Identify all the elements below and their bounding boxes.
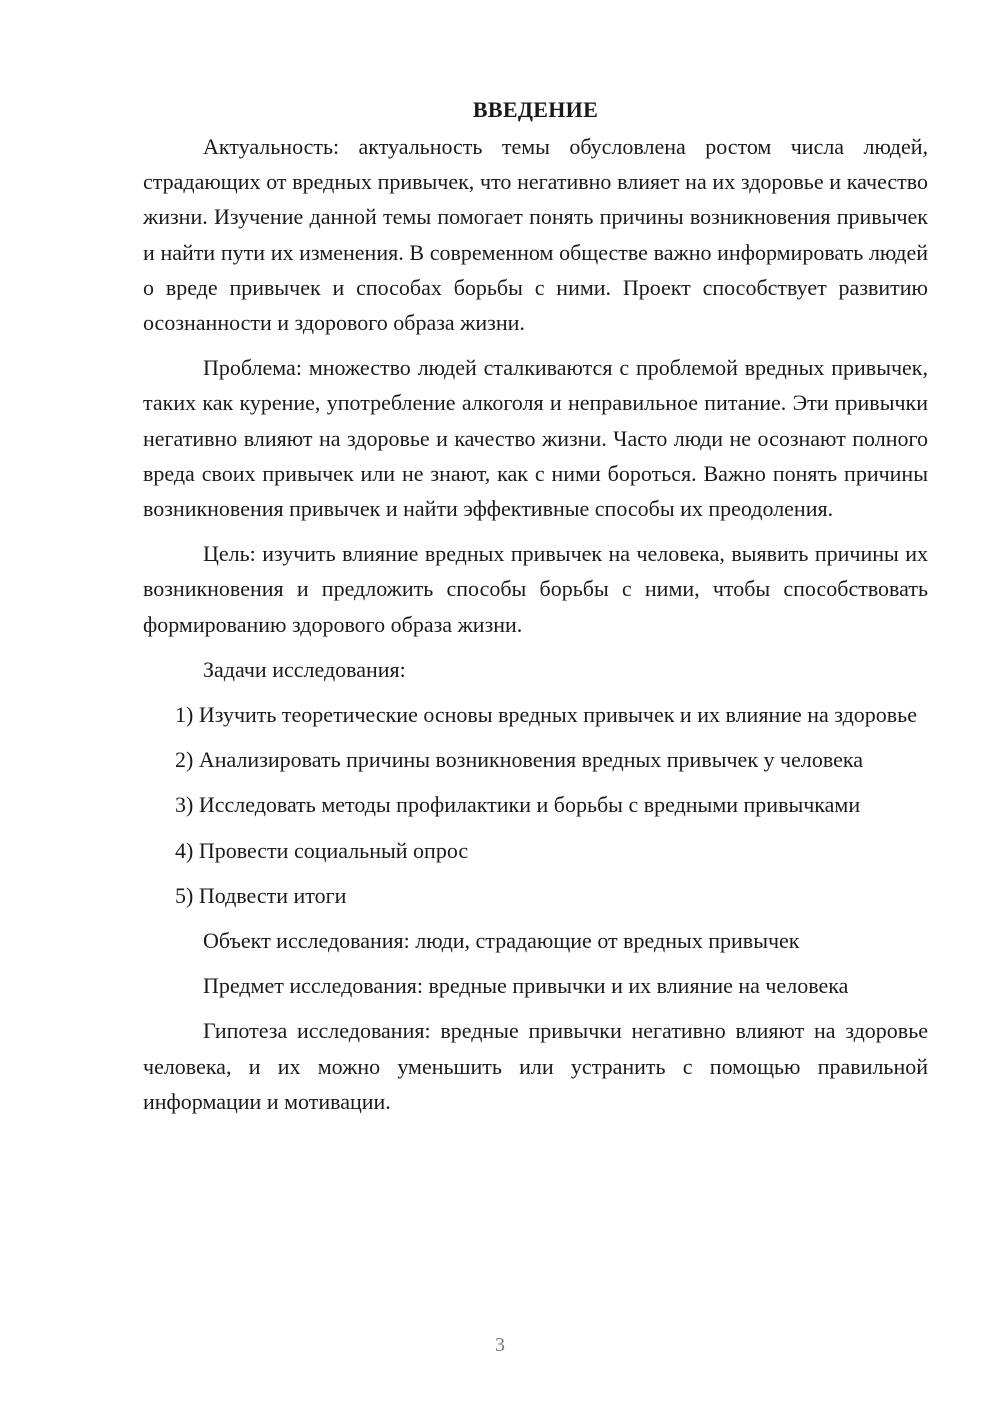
task-item-1: 1) Изучить теоретические основы вредных привычек и их влияние на здоровье: [175, 702, 917, 728]
page-number: 3: [495, 1334, 505, 1356]
task-item-4: 4) Провести социальный опрос: [175, 837, 469, 863]
tasks-list: [143, 697, 928, 913]
task-item-3: 3) Исследовать методы профилактики и борьбы с вредными привычками: [175, 792, 861, 818]
task-item-2: 2) Анализировать причины возникновения вредных привычек у человека: [175, 747, 863, 773]
tasks-heading: Задачи исследования:: [203, 656, 406, 682]
subject-paragraph: Предмет исследования: вредные привычки и их влияние на человека: [203, 973, 849, 999]
task-item-5: 5) Подвести итоги: [175, 882, 347, 908]
document-page: [143, 90, 928, 1414]
problem-paragraph: Проблема: множество людей сталкиваются с проблемой вредных привычек, таких как курение, употребление алкоголя и неправильное питание. Эти привычки негативно влияют на здоровье и качество жизни. Часто люди не осознают полного вреда своих привычек или не знают, как с ними бороться. Важно понять причины возникновения привычек и найти эффективные способы их преодоления.: [143, 355, 928, 522]
object-paragraph: Объект исследования: люди, страдающие от вредных привычек: [203, 928, 800, 954]
goal-paragraph: Цель: изучить влияние вредных привычек на человека, выявить причины их возникновения и предложить способы борьбы с ними, чтобы способствовать формированию здорового образа жизни.: [143, 541, 928, 637]
hypothesis-paragraph: Гипотеза исследования: вредные привычки негативно влияют на здоровье человека, и их можно уменьшить или устранить с помощью правильной информации и мотивации.: [143, 1018, 928, 1114]
section-title: ВВЕДЕНИЕ: [472, 97, 599, 122]
relevance-paragraph: Актуальность: актуальность темы обусловлена ростом числа людей, страдающих от вредных привычек, что негативно влияет на их здоровье и качество жизни. Изучение данной темы помогает понять причины возникновения привычек и найти пути их изменения. В современном обществе важно информировать людей о вреде привычек и способах борьбы с ними. Проект способствует развитию осознанности и здорового образа жизни.: [143, 134, 928, 336]
